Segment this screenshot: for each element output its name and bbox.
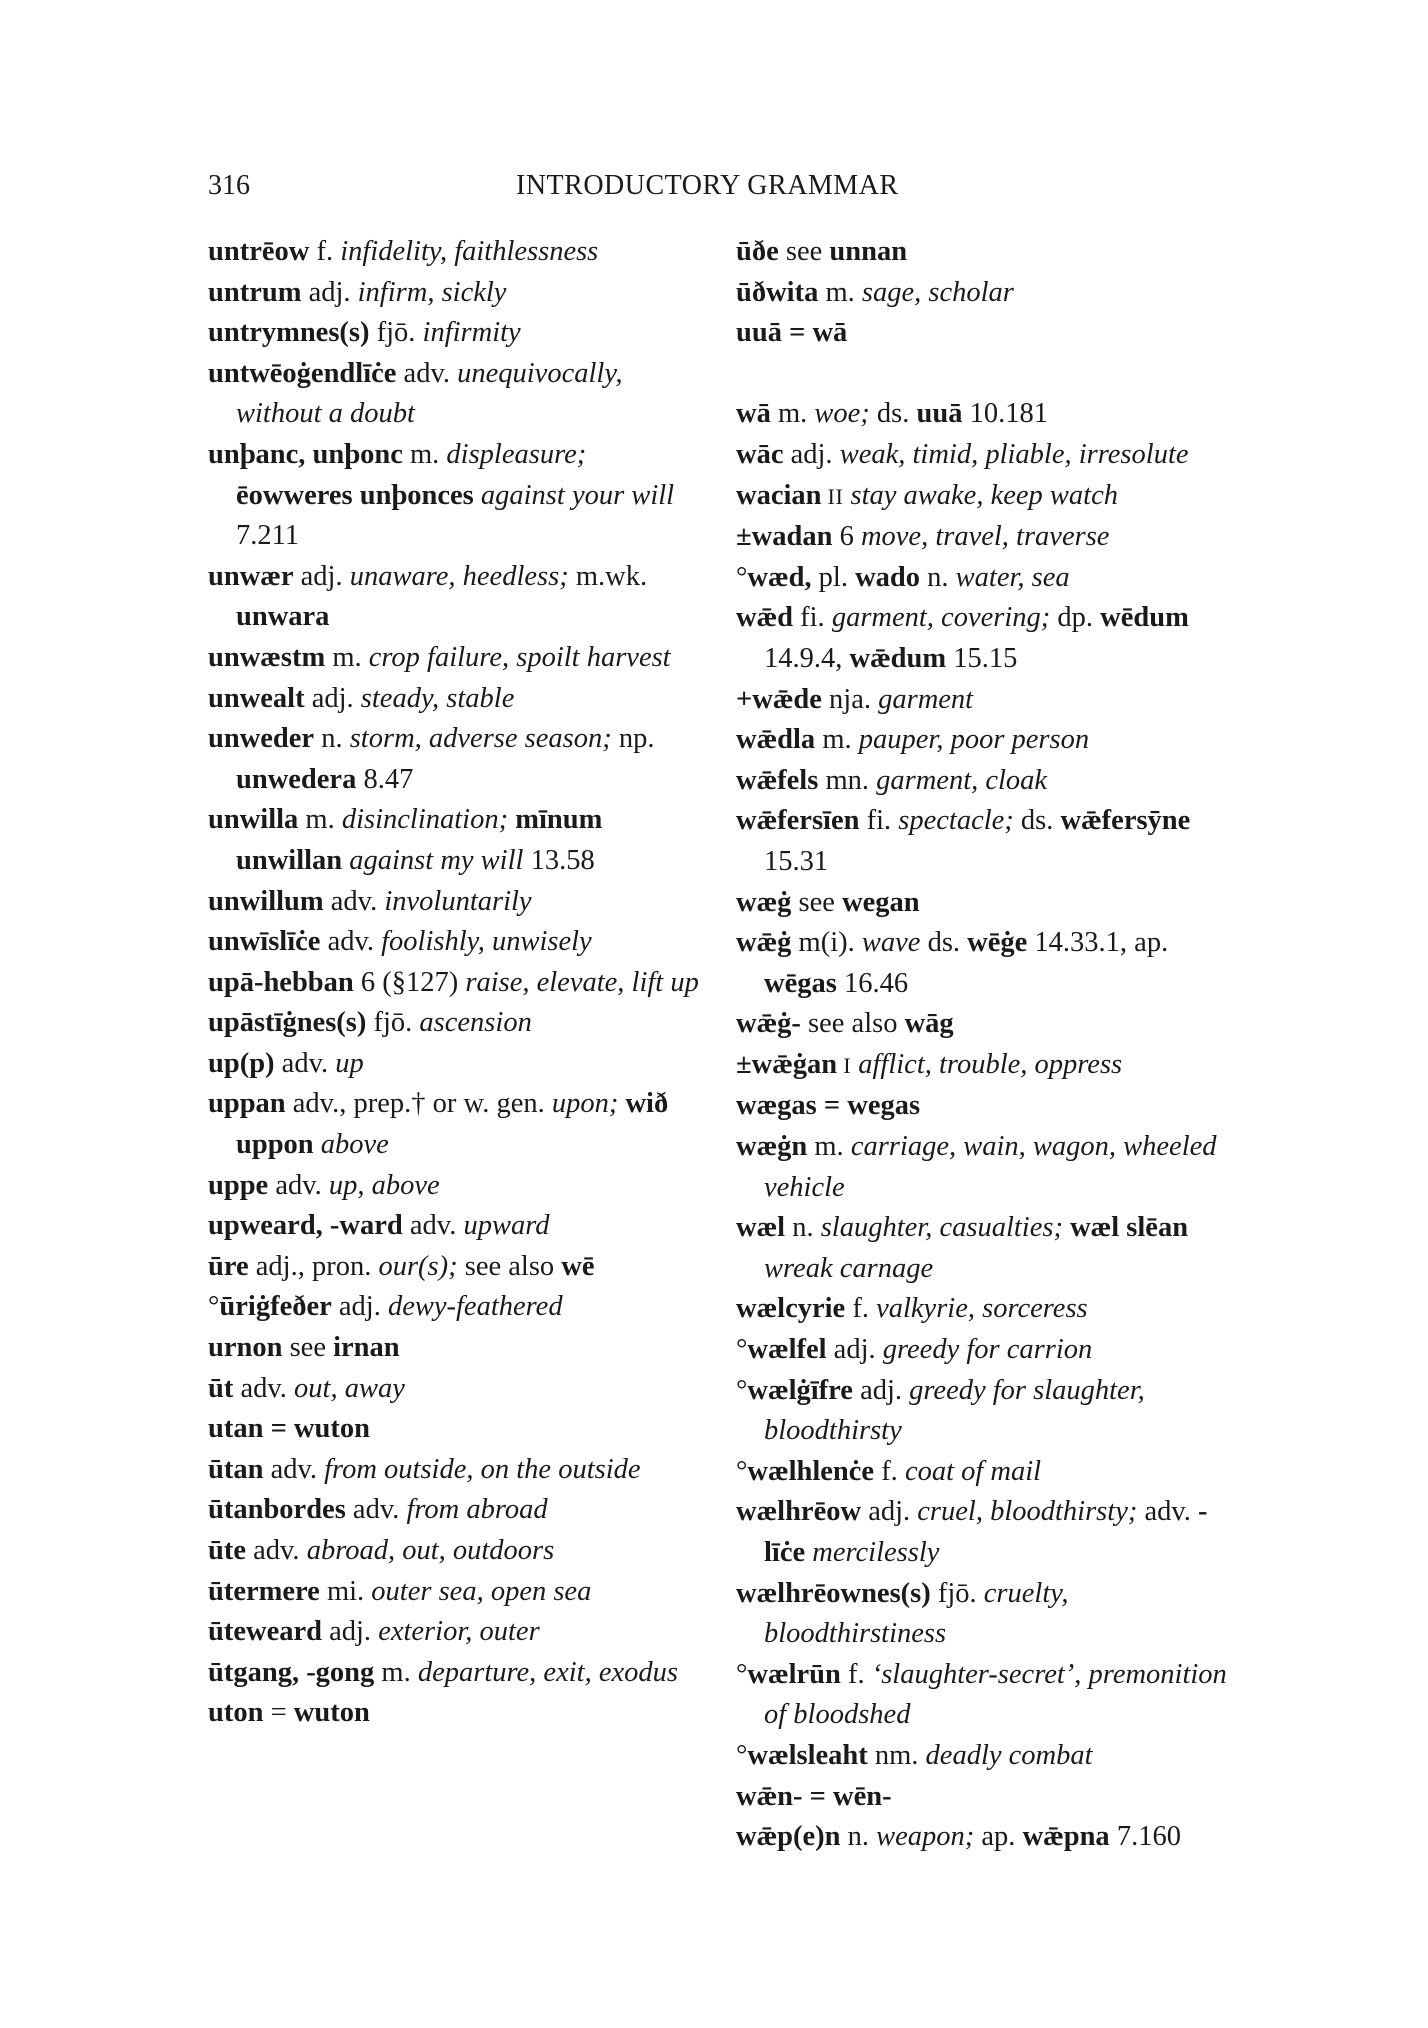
glossary-entry [208,719,708,800]
headword: ±wadan [736,521,833,553]
headword: wælcyrie [736,1293,846,1325]
headword: wado [855,561,921,593]
grammar-note: see also [800,1008,905,1040]
headword: wǣfels [736,764,819,796]
grammar-note: adv. [274,1047,336,1079]
grammar-note: 7.211 [236,520,300,552]
headword: untrēow [208,236,310,267]
glossary-entry [208,1572,708,1613]
grammar-note: 14.33.1, ap. [1027,927,1169,959]
glossary-entry [736,598,1236,679]
headword: upāstīġnes(s) [208,1007,367,1039]
definition: involuntarily [384,885,532,917]
headword: up(p) [208,1047,275,1079]
headword: -līċe [764,1496,1208,1568]
glossary-entry [736,1330,1236,1371]
headword: unþanc, unþonc [208,438,403,470]
grammar-note: adj. [331,1291,388,1323]
headword: wē [561,1250,595,1282]
headword: wǣġ [736,927,792,959]
headword: ēowweres unþonces [236,479,474,511]
definition: carriage, wain, wagon, wheeled vehicle [764,1131,1217,1203]
definition: displeasure; [446,438,587,470]
glossary-entry [208,232,708,273]
page-number: 316 [208,170,250,201]
definition: weapon; [876,1821,975,1853]
definition: from outside, on the outside [324,1453,641,1485]
grammar-note: see [791,886,843,918]
definition: cruelty, bloodthirstiness [764,1577,1069,1650]
definition: ascension [419,1007,532,1039]
grammar-note: m. [325,641,369,673]
grammar-note: pl. [811,561,856,593]
grammar-note: adv. [233,1372,295,1404]
grammar-note: 13.58 [523,844,595,876]
headword: ±wǣġan [736,1048,838,1080]
grammar-note [314,1129,321,1160]
grammar-note: 6 [832,521,861,553]
glossary-entry [736,1127,1236,1208]
grammar-note: ° [736,561,748,593]
grammar-note: adj., pron. [248,1250,379,1282]
definition: valkyrie, sorceress [876,1293,1088,1325]
grammar-note: adj. [321,1616,379,1648]
headword: upā-hebban [208,966,354,998]
glossary-entry [208,1693,708,1734]
glossary-entry [208,963,708,1004]
glossary-entry [208,1206,708,1247]
headword: unwillum [208,885,324,917]
headword: untrum [208,276,302,308]
grammar-note: fjō. [930,1577,984,1609]
glossary-entry [736,1208,1236,1289]
grammar-note: fjō. [369,317,423,349]
glossary-entry [736,476,1236,518]
grammar-note: see [282,1332,334,1364]
headword: wæl slēan [1070,1212,1189,1244]
grammar-note: ds. [869,398,917,430]
grammar-note: f. [874,1455,905,1487]
page-header [208,170,1220,210]
headword: ūtanbordes [208,1494,346,1526]
definition: storm, adverse season; [349,723,612,755]
grammar-note: adv. [396,357,458,389]
headword: untrymnes(s) [208,317,370,349]
glossary-entry [208,273,708,314]
glossary-column-left [208,232,708,1734]
grammar-note: nm. [867,1739,926,1771]
headword: ūðwita [736,276,819,308]
glossary-entry [736,923,1236,1004]
glossary-entry [736,1492,1236,1573]
grammar-note: adv. [268,1169,329,1201]
glossary-entry [208,313,708,354]
glossary-entry [736,1086,1236,1127]
grammar-note: fi. [793,602,832,634]
grammar-note: adv. [1137,1496,1199,1528]
glossary-entry [208,882,708,923]
headword: uton [208,1697,264,1729]
definition: coat of mail [904,1455,1042,1487]
headword: ūtermere [208,1575,320,1607]
grammar-note: = [263,1697,294,1729]
glossary-entry [208,1490,708,1531]
headword: +wǣde [736,683,822,715]
grammar-note: ° [736,1455,748,1487]
headword: wæd, [747,561,812,593]
headword: ūriġfeðer [219,1291,332,1323]
definition: infirmity [422,317,521,349]
glossary-entry [208,800,708,881]
grammar-note: n. [314,723,350,755]
grammar-note: ° [736,1374,748,1406]
glossary-entry [208,1044,708,1085]
grammar-note: nja. [821,683,879,715]
glossary-entry [208,1369,708,1410]
glossary-entry [208,1450,708,1491]
glossary-entry [208,679,708,720]
definition: greedy for slaughter, bloodthirsty [764,1374,1145,1447]
definition: dewy-feathered [387,1291,563,1323]
grammar-note: II [821,483,844,509]
grammar-note: adj. [861,1496,918,1528]
headword: mīnum unwillan [236,804,603,876]
definition: above [320,1129,389,1161]
definition: disinclination; [341,804,516,836]
grammar-note: ds. [920,927,968,959]
grammar-note: m. [298,804,342,836]
definition: out, away [294,1372,405,1404]
definition: against your will [480,479,675,511]
glossary-entry [208,1612,708,1653]
grammar-note: n. [920,561,956,593]
grammar-note: mn. [818,764,877,796]
definition: raise, elevate, lift up [465,966,699,998]
glossary-entry [736,1371,1236,1452]
grammar-note: adj. [301,276,358,308]
definition: exterior, outer [378,1616,540,1648]
headword: wælrūn [747,1658,841,1690]
grammar-note: 8.47 [356,763,414,795]
glossary-column-right [736,232,1236,1858]
headword: wælhrēownes(s) [736,1577,931,1609]
grammar-note: 15.15 [946,642,1018,674]
glossary-entry [736,313,1236,354]
glossary-entry [208,1003,708,1044]
grammar-note: adv. [345,1494,407,1526]
headword: unwara [236,601,330,633]
definition: upward [463,1210,550,1242]
headword: unwæstm [208,641,326,673]
glossary-entry [208,1166,708,1207]
glossary-entry [736,1004,1236,1045]
grammar-note: ° [736,1739,748,1771]
grammar-note: m. [402,438,447,470]
grammar-note: 6 (§127) [353,966,466,998]
headword: wæġ [736,886,792,918]
glossary-entry [208,1328,708,1369]
glossary-entry [736,1817,1236,1858]
grammar-note: adv. [402,1210,464,1242]
glossary-entry [736,273,1236,314]
glossary-entry [736,1289,1236,1330]
grammar-note: adv. [323,885,385,917]
headword: ūt [208,1372,234,1404]
headword: unweder [208,723,315,755]
headword: wǣp(e)n [736,1821,841,1853]
glossary-entry [736,1045,1236,1087]
headword: ūre [208,1250,249,1282]
headword: wǣd [736,602,794,634]
grammar-note: m. [807,1131,851,1163]
glossary-entry [208,1287,708,1328]
definition: sage, scholar [861,276,1014,308]
grammar-note: adv. [263,1453,325,1485]
grammar-note: adv. [246,1535,307,1566]
headword: uuā [916,398,963,430]
glossary-entry [736,720,1236,761]
definition: mercilessly [812,1537,940,1568]
grammar-note: adv. [320,926,382,958]
glossary-entry [208,1653,708,1694]
definition: pauper, poor person [858,724,1090,756]
definition: up [335,1047,364,1079]
headword: untwēoġendlīċe [208,357,397,389]
glossary-entry [208,557,708,638]
definition: unaware, heedless; [349,560,569,592]
headword: wæġn [736,1131,808,1163]
grammar-note: adj. [293,560,350,592]
definition: garment, covering; [831,602,1051,634]
grammar-note: 14.9.4, [764,642,850,674]
glossary-entry [736,1777,1236,1818]
grammar-note: m. [770,398,815,430]
grammar-note: n. [785,1212,821,1244]
grammar-note: adj. [826,1334,883,1366]
glossary-entry [208,1084,708,1165]
definition: move, travel, traverse [860,521,1110,553]
grammar-note: ° [736,1334,748,1366]
headword: wēgas [764,967,837,999]
grammar-note: m.wk. [568,560,648,592]
headword: wēġe [967,927,1028,959]
definition: cruel, bloodthirsty; [917,1496,1138,1528]
glossary-entry [208,922,708,963]
headword: irnan [333,1332,400,1364]
grammar-note: dp. [1050,602,1101,634]
headword: wǣfersȳne [1060,805,1191,837]
grammar-note: adv., prep.† or w. gen. [285,1088,552,1120]
headword: ūðe [736,236,779,267]
grammar-note: m. [815,724,859,756]
headword: wið uppon [236,1088,669,1161]
glossary-entry [736,1655,1236,1736]
headword: ūteweard [208,1616,322,1648]
headword: urnon [208,1332,283,1364]
headword: uppe [208,1169,269,1201]
definition: spectacle; [898,805,1014,837]
headword: wælsleaht [747,1739,868,1771]
definition: afflict, trouble, oppress [858,1048,1123,1080]
glossary-entry [208,1531,708,1572]
grammar-note: 7.160 [1109,1821,1181,1853]
definition: unequivocally, without a doubt [236,357,623,430]
headword: ūte [208,1535,246,1566]
headword: wælhrēow [736,1496,862,1528]
glossary-entry [736,883,1236,924]
glossary-entry [736,354,1236,395]
grammar-note: ° [736,1658,748,1690]
definition: greedy for carrion [882,1334,1093,1366]
glossary-entry [208,1247,708,1288]
headword: wælhlenċe [747,1455,875,1487]
definition: infirm, sickly [357,276,507,308]
definition: foolishly, unwisely [381,926,592,958]
glossary-entry [736,680,1236,721]
headword: ūtan [208,1453,264,1485]
definition: stay awake, keep watch [850,479,1118,511]
grammar-note: ° [208,1291,220,1323]
glossary-entry [736,801,1236,882]
headword: wǣfersīen [736,805,860,837]
glossary-entry [736,435,1236,476]
definition: wreak carnage [764,1252,934,1284]
headword: unwær [208,560,294,592]
headword: wǣn- = wēn- [736,1780,892,1812]
headword: unwedera [236,763,357,795]
headword: utan = wuton [208,1413,370,1445]
definition: steady, stable [360,682,515,714]
definition: abroad, out, outdoors [306,1535,555,1566]
headword: wā [736,398,771,430]
glossary-entry [736,1452,1236,1493]
definition: wave [861,927,921,959]
grammar-note: see [778,236,830,267]
headword: uppan [208,1088,286,1120]
grammar-note: adj. [783,438,840,470]
grammar-note: m(i). [791,927,862,959]
grammar-note: fi. [859,805,899,837]
headword: unnan [829,236,908,267]
headword: unwīslīċe [208,926,321,958]
headword: wælfel [747,1334,827,1366]
grammar-note: 15.31 [764,845,829,877]
definition: against my will [349,844,524,876]
grammar-note: np. [611,723,655,755]
definition: up, above [328,1169,440,1201]
grammar-note [474,480,481,511]
headword: ūtgang, -gong [208,1656,375,1688]
glossary-entry [736,517,1236,558]
headword: wāg [904,1008,954,1040]
headword: wuton [293,1697,370,1729]
definition: departure, exit, exodus [417,1656,678,1688]
glossary-entry [736,558,1236,599]
headword: wegan [842,886,920,918]
grammar-note: 16.46 [836,967,909,999]
definition: water, sea [955,561,1070,593]
grammar-note: f. [309,236,341,267]
glossary-entry [736,232,1236,273]
grammar-note: I [837,1052,852,1078]
headword: wǣġ- [736,1008,801,1040]
grammar-note: fjō. [366,1007,420,1039]
headword: uuā = wā [736,317,848,349]
glossary-entry [208,435,708,557]
grammar-note: see also [457,1250,562,1282]
glossary-entry [736,1574,1236,1655]
glossary-entry [736,761,1236,802]
definition: outer sea, open sea [371,1575,592,1607]
headword: wæl [736,1212,786,1244]
headword: wǣdum [849,642,947,674]
definition: weak, timid, pliable, irresolute [839,438,1189,470]
running-head: INTRODUCTORY GRAMMAR [516,170,899,201]
glossary-entry [208,354,708,435]
grammar-note: ds. [1013,805,1061,837]
glossary-entry [736,394,1236,435]
headword: wacian [736,479,822,511]
grammar-note: m. [374,1656,418,1688]
headword: unwilla [208,804,299,836]
definition: deadly combat [925,1739,1093,1771]
grammar-note: adj. [852,1374,910,1406]
definition: from abroad [406,1494,548,1526]
definition: woe; [814,398,870,430]
headword: wāc [736,438,784,470]
headword: wēdum [1100,602,1189,634]
grammar-note: m. [818,276,862,308]
glossary-entry [736,1736,1236,1777]
definition: infidelity, faithlessness [340,236,599,267]
headword: wælġīfre [747,1374,853,1406]
definition: upon; [551,1088,626,1120]
headword: upweard, -ward [208,1210,403,1242]
headword: unwealt [208,682,305,714]
grammar-note: ap. [974,1821,1023,1853]
definition: slaughter, casualties; [820,1212,1071,1244]
definition: our(s); [378,1250,458,1282]
glossary-entry [208,638,708,679]
definition: garment [878,683,974,715]
grammar-note: mi. [319,1575,372,1607]
headword: wǣpna [1022,1821,1110,1853]
headword: wægas = wegas [736,1090,921,1122]
grammar-note: adj. [304,682,361,714]
glossary-entry [208,1409,708,1450]
grammar-note: 10.181 [962,398,1048,430]
grammar-note: f. [840,1658,872,1690]
definition: garment, cloak [876,764,1048,796]
grammar-note: f. [845,1293,877,1325]
headword: wǣdla [736,724,816,756]
definition: ‘slaughter-secret’, premonition of bloodshed [764,1658,1227,1731]
definition: crop failure, spoilt harvest [368,641,671,673]
grammar-note: n. [840,1821,877,1853]
